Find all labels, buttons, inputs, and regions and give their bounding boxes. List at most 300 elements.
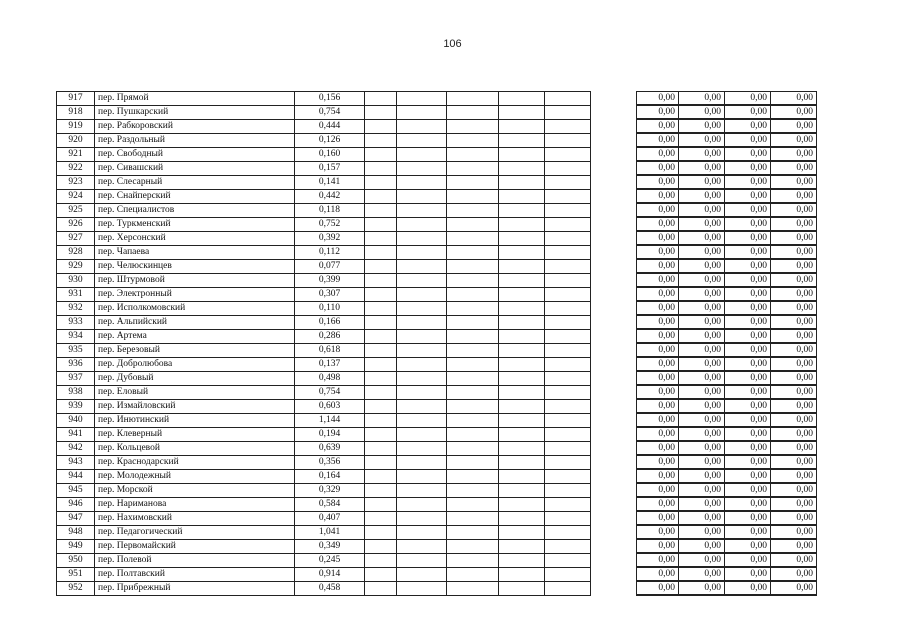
street-name-cell: пер. Снайперский bbox=[95, 189, 295, 203]
empty-cell-1 bbox=[365, 161, 397, 175]
empty-cell-1 bbox=[365, 385, 397, 399]
value-cell-4: 0,00 bbox=[771, 511, 817, 525]
empty-cell-2 bbox=[397, 385, 447, 399]
gap-cell bbox=[591, 427, 637, 441]
empty-cell-5 bbox=[545, 259, 591, 273]
street-name-cell: пер. Измайловский bbox=[95, 399, 295, 413]
row-number-cell: 946 bbox=[57, 497, 95, 511]
value-cell-1: 0,00 bbox=[637, 371, 679, 385]
empty-cell-1 bbox=[365, 497, 397, 511]
street-name-cell: пер. Челюскинцев bbox=[95, 259, 295, 273]
value-cell-1: 0,00 bbox=[637, 147, 679, 161]
value-cell-4: 0,00 bbox=[771, 147, 817, 161]
empty-cell-2 bbox=[397, 287, 447, 301]
value-cell-3: 0,00 bbox=[725, 231, 771, 245]
value-cell-3: 0,00 bbox=[725, 217, 771, 231]
empty-cell-4 bbox=[499, 483, 545, 497]
value-cell-3: 0,00 bbox=[725, 315, 771, 329]
row-number-cell: 924 bbox=[57, 189, 95, 203]
gap-cell bbox=[591, 287, 637, 301]
row-number-cell: 952 bbox=[57, 581, 95, 595]
empty-cell-4 bbox=[499, 147, 545, 161]
empty-cell-5 bbox=[545, 413, 591, 427]
row-number-cell: 945 bbox=[57, 483, 95, 497]
street-name-cell: пер. Специалистов bbox=[95, 203, 295, 217]
table-row bbox=[57, 287, 863, 301]
value-cell-3: 0,00 bbox=[725, 301, 771, 315]
empty-cell-5 bbox=[545, 287, 591, 301]
gap-cell bbox=[591, 343, 637, 357]
empty-cell-3 bbox=[447, 245, 499, 259]
empty-cell-1 bbox=[365, 483, 397, 497]
value-cell-4: 0,00 bbox=[771, 371, 817, 385]
empty-cell-1 bbox=[365, 553, 397, 567]
empty-cell-4 bbox=[499, 175, 545, 189]
table-row bbox=[57, 105, 863, 119]
value-cell-2: 0,00 bbox=[679, 525, 725, 539]
value-cell-4: 0,00 bbox=[771, 427, 817, 441]
empty-cell-3 bbox=[447, 427, 499, 441]
empty-cell-3 bbox=[447, 133, 499, 147]
empty-cell-4 bbox=[499, 315, 545, 329]
gap-cell bbox=[591, 497, 637, 511]
empty-cell-3 bbox=[447, 455, 499, 469]
empty-cell-1 bbox=[365, 581, 397, 595]
value-cell-3: 0,00 bbox=[725, 273, 771, 287]
street-name-cell: пер. Полтавский bbox=[95, 567, 295, 581]
empty-cell-2 bbox=[397, 175, 447, 189]
table-row bbox=[57, 273, 863, 287]
table-body bbox=[57, 92, 863, 596]
value-cell-1: 0,00 bbox=[637, 203, 679, 217]
value-cell-4: 0,00 bbox=[771, 245, 817, 259]
table-row bbox=[57, 343, 863, 357]
table-row bbox=[57, 119, 863, 133]
row-number-cell: 917 bbox=[57, 92, 95, 106]
length-cell: 0,349 bbox=[295, 539, 365, 553]
value-cell-4: 0,00 bbox=[771, 189, 817, 203]
length-cell: 0,166 bbox=[295, 315, 365, 329]
value-cell-3: 0,00 bbox=[725, 343, 771, 357]
empty-cell-1 bbox=[365, 413, 397, 427]
row-number-cell: 931 bbox=[57, 287, 95, 301]
empty-cell-4 bbox=[499, 161, 545, 175]
empty-cell-5 bbox=[545, 567, 591, 581]
gap-cell bbox=[591, 441, 637, 455]
empty-cell-3 bbox=[447, 315, 499, 329]
length-cell: 0,754 bbox=[295, 385, 365, 399]
value-cell-3: 0,00 bbox=[725, 441, 771, 455]
street-name-cell: пер. Клеверный bbox=[95, 427, 295, 441]
value-cell-2: 0,00 bbox=[679, 483, 725, 497]
value-cell-2: 0,00 bbox=[679, 175, 725, 189]
empty-cell-2 bbox=[397, 413, 447, 427]
value-cell-4: 0,00 bbox=[771, 343, 817, 357]
length-cell: 0,407 bbox=[295, 511, 365, 525]
value-cell-1: 0,00 bbox=[637, 133, 679, 147]
table-row bbox=[57, 455, 863, 469]
value-cell-2: 0,00 bbox=[679, 92, 725, 106]
value-cell-2: 0,00 bbox=[679, 231, 725, 245]
empty-cell-5 bbox=[545, 329, 591, 343]
street-name-cell: пер. Полевой bbox=[95, 553, 295, 567]
value-cell-4: 0,00 bbox=[771, 469, 817, 483]
value-cell-3: 0,00 bbox=[725, 427, 771, 441]
table-row bbox=[57, 371, 863, 385]
empty-cell-1 bbox=[365, 175, 397, 189]
empty-cell-1 bbox=[365, 147, 397, 161]
empty-cell-4 bbox=[499, 469, 545, 483]
length-cell: 0,307 bbox=[295, 287, 365, 301]
table-row bbox=[57, 399, 863, 413]
empty-cell-2 bbox=[397, 483, 447, 497]
empty-cell-4 bbox=[499, 119, 545, 133]
table-row bbox=[57, 203, 863, 217]
row-number-cell: 918 bbox=[57, 105, 95, 119]
value-cell-1: 0,00 bbox=[637, 175, 679, 189]
value-cell-4: 0,00 bbox=[771, 385, 817, 399]
table-row bbox=[57, 385, 863, 399]
row-number-cell: 938 bbox=[57, 385, 95, 399]
table-row bbox=[57, 497, 863, 511]
empty-cell-4 bbox=[499, 455, 545, 469]
empty-cell-3 bbox=[447, 203, 499, 217]
empty-cell-2 bbox=[397, 553, 447, 567]
street-name-cell: пер. Артема bbox=[95, 329, 295, 343]
value-cell-3: 0,00 bbox=[725, 245, 771, 259]
street-name-cell: пер. Первомайский bbox=[95, 539, 295, 553]
value-cell-2: 0,00 bbox=[679, 217, 725, 231]
value-cell-4: 0,00 bbox=[771, 105, 817, 119]
value-cell-1: 0,00 bbox=[637, 469, 679, 483]
row-number-cell: 935 bbox=[57, 343, 95, 357]
value-cell-4: 0,00 bbox=[771, 483, 817, 497]
value-cell-1: 0,00 bbox=[637, 273, 679, 287]
length-cell: 0,618 bbox=[295, 343, 365, 357]
empty-cell-4 bbox=[499, 497, 545, 511]
streets-table-wrapper bbox=[56, 91, 863, 596]
empty-cell-1 bbox=[365, 329, 397, 343]
value-cell-2: 0,00 bbox=[679, 273, 725, 287]
value-cell-4: 0,00 bbox=[771, 203, 817, 217]
value-cell-2: 0,00 bbox=[679, 161, 725, 175]
street-name-cell: пер. Березовый bbox=[95, 343, 295, 357]
gap-cell bbox=[591, 273, 637, 287]
value-cell-4: 0,00 bbox=[771, 567, 817, 581]
empty-cell-2 bbox=[397, 161, 447, 175]
value-cell-1: 0,00 bbox=[637, 259, 679, 273]
gap-cell bbox=[591, 413, 637, 427]
empty-cell-4 bbox=[499, 245, 545, 259]
table-row bbox=[57, 525, 863, 539]
empty-cell-3 bbox=[447, 399, 499, 413]
empty-cell-3 bbox=[447, 553, 499, 567]
empty-cell-3 bbox=[447, 357, 499, 371]
length-cell: 0,156 bbox=[295, 92, 365, 106]
gap-cell bbox=[591, 315, 637, 329]
value-cell-2: 0,00 bbox=[679, 119, 725, 133]
empty-cell-1 bbox=[365, 539, 397, 553]
row-number-cell: 951 bbox=[57, 567, 95, 581]
street-name-cell: пер. Нариманова bbox=[95, 497, 295, 511]
empty-cell-5 bbox=[545, 92, 591, 106]
gap-cell bbox=[591, 357, 637, 371]
empty-cell-2 bbox=[397, 245, 447, 259]
empty-cell-1 bbox=[365, 189, 397, 203]
value-cell-4: 0,00 bbox=[771, 161, 817, 175]
empty-cell-4 bbox=[499, 539, 545, 553]
length-cell: 0,245 bbox=[295, 553, 365, 567]
gap-cell bbox=[591, 92, 637, 106]
value-cell-1: 0,00 bbox=[637, 92, 679, 106]
street-name-cell: пер. Чапаева bbox=[95, 245, 295, 259]
street-name-cell: пер. Альпийский bbox=[95, 315, 295, 329]
length-cell: 0,639 bbox=[295, 441, 365, 455]
row-number-cell: 932 bbox=[57, 301, 95, 315]
length-cell: 0,752 bbox=[295, 217, 365, 231]
empty-cell-2 bbox=[397, 92, 447, 106]
empty-cell-5 bbox=[545, 315, 591, 329]
value-cell-3: 0,00 bbox=[725, 133, 771, 147]
gap-cell bbox=[591, 105, 637, 119]
gap-cell bbox=[591, 581, 637, 595]
empty-cell-4 bbox=[499, 301, 545, 315]
row-number-cell: 925 bbox=[57, 203, 95, 217]
table-row bbox=[57, 581, 863, 595]
value-cell-4: 0,00 bbox=[771, 497, 817, 511]
value-cell-3: 0,00 bbox=[725, 287, 771, 301]
empty-cell-3 bbox=[447, 92, 499, 106]
empty-cell-5 bbox=[545, 399, 591, 413]
empty-cell-5 bbox=[545, 357, 591, 371]
empty-cell-5 bbox=[545, 385, 591, 399]
table-row bbox=[57, 231, 863, 245]
empty-cell-1 bbox=[365, 217, 397, 231]
street-name-cell: пер. Электронный bbox=[95, 287, 295, 301]
empty-cell-5 bbox=[545, 511, 591, 525]
gap-cell bbox=[591, 525, 637, 539]
gap-cell bbox=[591, 329, 637, 343]
value-cell-3: 0,00 bbox=[725, 329, 771, 343]
value-cell-1: 0,00 bbox=[637, 217, 679, 231]
value-cell-1: 0,00 bbox=[637, 567, 679, 581]
empty-cell-1 bbox=[365, 273, 397, 287]
gap-cell bbox=[591, 175, 637, 189]
value-cell-1: 0,00 bbox=[637, 511, 679, 525]
empty-cell-4 bbox=[499, 399, 545, 413]
value-cell-1: 0,00 bbox=[637, 441, 679, 455]
value-cell-1: 0,00 bbox=[637, 539, 679, 553]
empty-cell-4 bbox=[499, 511, 545, 525]
empty-cell-1 bbox=[365, 119, 397, 133]
empty-cell-5 bbox=[545, 525, 591, 539]
value-cell-2: 0,00 bbox=[679, 539, 725, 553]
empty-cell-1 bbox=[365, 469, 397, 483]
table-row bbox=[57, 245, 863, 259]
empty-cell-2 bbox=[397, 567, 447, 581]
value-cell-1: 0,00 bbox=[637, 287, 679, 301]
gap-cell bbox=[591, 511, 637, 525]
length-cell: 0,164 bbox=[295, 469, 365, 483]
empty-cell-2 bbox=[397, 497, 447, 511]
length-cell: 0,112 bbox=[295, 245, 365, 259]
length-cell: 0,444 bbox=[295, 119, 365, 133]
gap-cell bbox=[591, 371, 637, 385]
length-cell: 0,118 bbox=[295, 203, 365, 217]
empty-cell-3 bbox=[447, 511, 499, 525]
row-number-cell: 937 bbox=[57, 371, 95, 385]
length-cell: 0,286 bbox=[295, 329, 365, 343]
empty-cell-4 bbox=[499, 553, 545, 567]
value-cell-4: 0,00 bbox=[771, 553, 817, 567]
value-cell-1: 0,00 bbox=[637, 581, 679, 595]
length-cell: 0,126 bbox=[295, 133, 365, 147]
table-row bbox=[57, 217, 863, 231]
value-cell-3: 0,00 bbox=[725, 539, 771, 553]
empty-cell-5 bbox=[545, 553, 591, 567]
row-number-cell: 930 bbox=[57, 273, 95, 287]
empty-cell-3 bbox=[447, 469, 499, 483]
gap-cell bbox=[591, 189, 637, 203]
table-row bbox=[57, 133, 863, 147]
row-number-cell: 933 bbox=[57, 315, 95, 329]
empty-cell-4 bbox=[499, 287, 545, 301]
street-name-cell: пер. Туркменский bbox=[95, 217, 295, 231]
value-cell-4: 0,00 bbox=[771, 399, 817, 413]
empty-cell-1 bbox=[365, 441, 397, 455]
value-cell-4: 0,00 bbox=[771, 273, 817, 287]
table-row bbox=[57, 301, 863, 315]
row-number-cell: 929 bbox=[57, 259, 95, 273]
empty-cell-3 bbox=[447, 385, 499, 399]
empty-cell-3 bbox=[447, 119, 499, 133]
row-number-cell: 922 bbox=[57, 161, 95, 175]
empty-cell-2 bbox=[397, 399, 447, 413]
empty-cell-2 bbox=[397, 147, 447, 161]
value-cell-3: 0,00 bbox=[725, 259, 771, 273]
row-number-cell: 927 bbox=[57, 231, 95, 245]
length-cell: 0,442 bbox=[295, 189, 365, 203]
table-row bbox=[57, 553, 863, 567]
value-cell-4: 0,00 bbox=[771, 287, 817, 301]
empty-cell-4 bbox=[499, 581, 545, 595]
value-cell-1: 0,00 bbox=[637, 231, 679, 245]
empty-cell-1 bbox=[365, 287, 397, 301]
value-cell-1: 0,00 bbox=[637, 427, 679, 441]
length-cell: 0,914 bbox=[295, 567, 365, 581]
street-name-cell: пер. Исполкомовский bbox=[95, 301, 295, 315]
table-row bbox=[57, 567, 863, 581]
value-cell-1: 0,00 bbox=[637, 315, 679, 329]
empty-cell-2 bbox=[397, 539, 447, 553]
value-cell-1: 0,00 bbox=[637, 455, 679, 469]
value-cell-4: 0,00 bbox=[771, 455, 817, 469]
gap-cell bbox=[591, 203, 637, 217]
gap-cell bbox=[591, 161, 637, 175]
row-number-cell: 928 bbox=[57, 245, 95, 259]
street-name-cell: пер. Слесарный bbox=[95, 175, 295, 189]
empty-cell-5 bbox=[545, 217, 591, 231]
empty-cell-1 bbox=[365, 525, 397, 539]
table-row bbox=[57, 92, 863, 106]
empty-cell-2 bbox=[397, 581, 447, 595]
value-cell-1: 0,00 bbox=[637, 161, 679, 175]
empty-cell-2 bbox=[397, 343, 447, 357]
streets-table bbox=[56, 91, 863, 596]
value-cell-4: 0,00 bbox=[771, 217, 817, 231]
empty-cell-2 bbox=[397, 259, 447, 273]
street-name-cell: пер. Краснодарский bbox=[95, 455, 295, 469]
value-cell-4: 0,00 bbox=[771, 119, 817, 133]
value-cell-2: 0,00 bbox=[679, 343, 725, 357]
gap-cell bbox=[591, 133, 637, 147]
gap-cell bbox=[591, 217, 637, 231]
empty-cell-3 bbox=[447, 273, 499, 287]
row-number-cell: 947 bbox=[57, 511, 95, 525]
empty-cell-4 bbox=[499, 217, 545, 231]
value-cell-4: 0,00 bbox=[771, 413, 817, 427]
value-cell-3: 0,00 bbox=[725, 357, 771, 371]
empty-cell-4 bbox=[499, 231, 545, 245]
value-cell-1: 0,00 bbox=[637, 329, 679, 343]
empty-cell-2 bbox=[397, 273, 447, 287]
empty-cell-3 bbox=[447, 175, 499, 189]
street-name-cell: пер. Морской bbox=[95, 483, 295, 497]
length-cell: 0,329 bbox=[295, 483, 365, 497]
value-cell-4: 0,00 bbox=[771, 525, 817, 539]
gap-cell bbox=[591, 147, 637, 161]
empty-cell-4 bbox=[499, 329, 545, 343]
empty-cell-3 bbox=[447, 161, 499, 175]
value-cell-2: 0,00 bbox=[679, 497, 725, 511]
value-cell-4: 0,00 bbox=[771, 315, 817, 329]
empty-cell-5 bbox=[545, 539, 591, 553]
row-number-cell: 920 bbox=[57, 133, 95, 147]
length-cell: 0,157 bbox=[295, 161, 365, 175]
value-cell-1: 0,00 bbox=[637, 525, 679, 539]
empty-cell-3 bbox=[447, 413, 499, 427]
gap-cell bbox=[591, 469, 637, 483]
value-cell-2: 0,00 bbox=[679, 315, 725, 329]
length-cell: 1,041 bbox=[295, 525, 365, 539]
value-cell-3: 0,00 bbox=[725, 175, 771, 189]
value-cell-2: 0,00 bbox=[679, 189, 725, 203]
value-cell-1: 0,00 bbox=[637, 119, 679, 133]
empty-cell-3 bbox=[447, 567, 499, 581]
value-cell-4: 0,00 bbox=[771, 581, 817, 595]
value-cell-3: 0,00 bbox=[725, 567, 771, 581]
empty-cell-2 bbox=[397, 329, 447, 343]
value-cell-1: 0,00 bbox=[637, 105, 679, 119]
value-cell-2: 0,00 bbox=[679, 427, 725, 441]
gap-cell bbox=[591, 119, 637, 133]
street-name-cell: пер. Свободный bbox=[95, 147, 295, 161]
empty-cell-3 bbox=[447, 105, 499, 119]
row-number-cell: 939 bbox=[57, 399, 95, 413]
empty-cell-4 bbox=[499, 259, 545, 273]
value-cell-4: 0,00 bbox=[771, 231, 817, 245]
empty-cell-2 bbox=[397, 315, 447, 329]
empty-cell-4 bbox=[499, 427, 545, 441]
empty-cell-5 bbox=[545, 231, 591, 245]
street-name-cell: пер. Нахимовский bbox=[95, 511, 295, 525]
empty-cell-5 bbox=[545, 455, 591, 469]
empty-cell-4 bbox=[499, 371, 545, 385]
empty-cell-3 bbox=[447, 497, 499, 511]
street-name-cell: пер. Раздольный bbox=[95, 133, 295, 147]
value-cell-2: 0,00 bbox=[679, 287, 725, 301]
empty-cell-3 bbox=[447, 301, 499, 315]
